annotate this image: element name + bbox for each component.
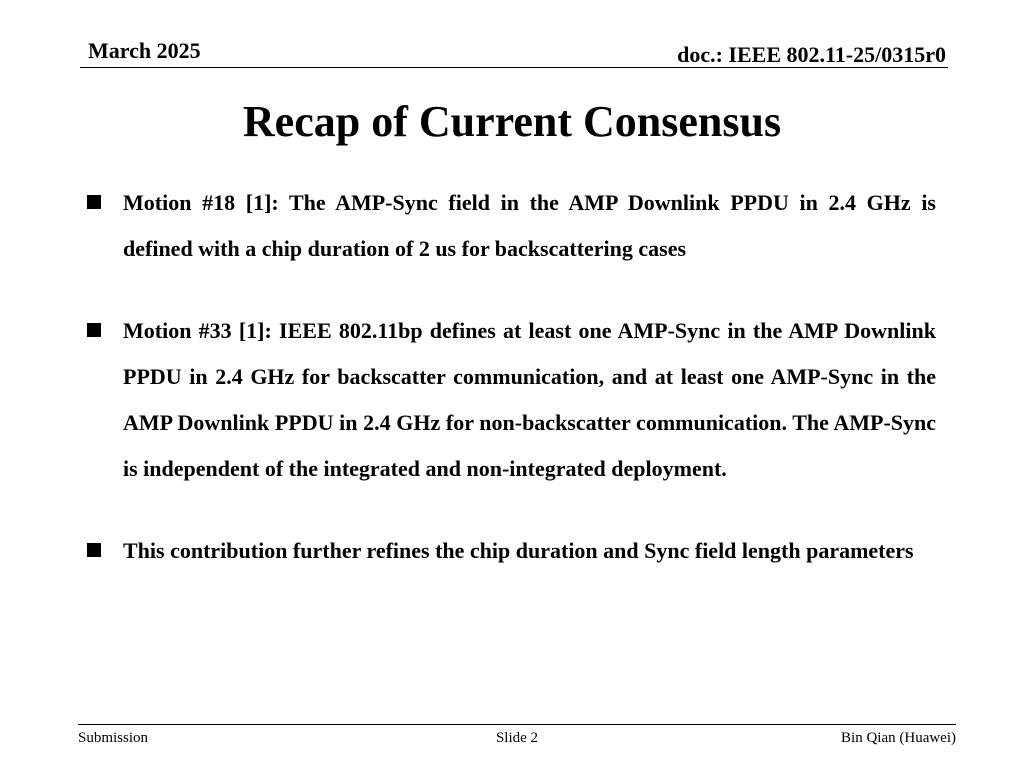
- bullet-text: Motion #33 [1]: IEEE 802.11bp defines at least one AMP-Sync in the AMP Downlink PPDU in 2.4 GHz for backscatter communication, and at least one AMP-Sync in the AMP Downlink PPDU in 2.4 GHz for non-backscatter communication. The AMP-Sync is independent of the integrated and non-integrated deployment.: [123, 318, 936, 481]
- header-divider: [80, 67, 948, 68]
- bullet-text: Motion #18 [1]: The AMP-Sync field in the AMP Downlink PPDU in 2.4 GHz is defined with a chip duration of 2 us for backscattering cases: [123, 190, 936, 261]
- footer-divider: [78, 724, 956, 725]
- header-date: March 2025: [88, 38, 201, 63]
- square-bullet-icon: [87, 543, 101, 557]
- bullet-item-motion-33: [84, 308, 936, 492]
- bullet-item-motion-18: [84, 180, 936, 272]
- bullet-list: [84, 180, 936, 610]
- square-bullet-icon: [87, 195, 101, 209]
- footer-author: Bin Qian (Huawei): [841, 730, 956, 746]
- bullet-text: This contribution further refines the chip duration and Sync field length parameters: [123, 538, 914, 563]
- square-bullet-icon: [87, 323, 101, 337]
- slide-title: Recap of Current Consensus: [242, 97, 782, 146]
- bullet-item-contribution: [84, 528, 936, 574]
- footer-slide-number: Slide 2: [495, 730, 539, 746]
- footer-submission: Submission: [78, 730, 149, 746]
- header-document-id: doc.: IEEE 802.11-25/0315r0: [677, 42, 946, 67]
